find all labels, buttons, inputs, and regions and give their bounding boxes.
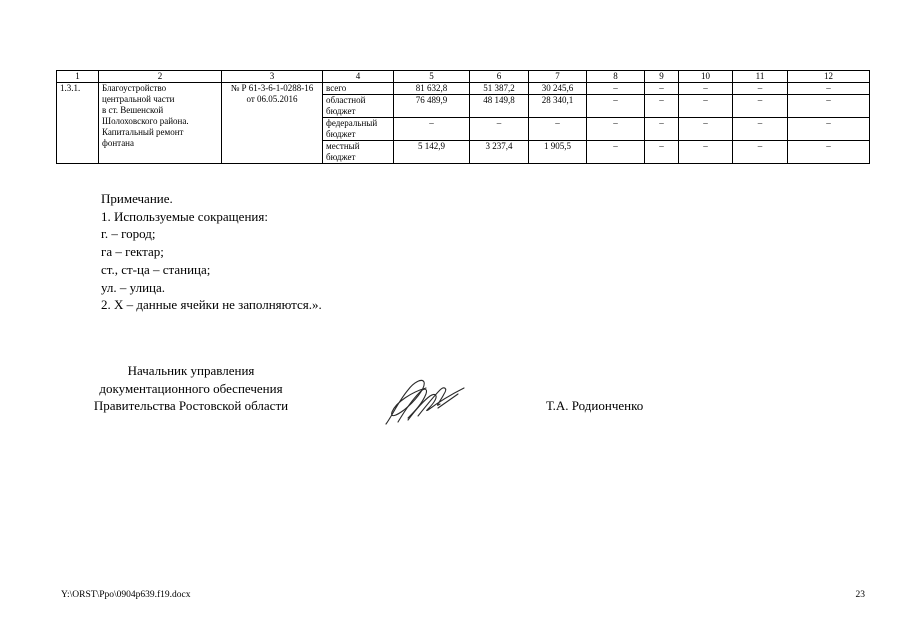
column-number-row (57, 71, 870, 83)
value-cell: – (788, 95, 870, 118)
col-number: 6 (470, 71, 529, 83)
col-number: 10 (679, 71, 733, 83)
object-name (99, 83, 222, 164)
position-line: документационного обеспечения (99, 380, 283, 396)
value-cell: – (679, 141, 733, 164)
signatory-position (56, 362, 326, 415)
value-cell: 51 387,2 (470, 83, 529, 95)
funding-source: местный бюджет (323, 141, 394, 164)
col-number: 12 (788, 71, 870, 83)
note-line: 1. Используемые сокращения: (101, 208, 268, 224)
value-cell: – (788, 83, 870, 95)
page-number: 23 (855, 590, 865, 600)
value-cell: – (645, 118, 679, 141)
funding-source: областной бюджет (323, 95, 394, 118)
object-name-line: центральной части (102, 94, 175, 104)
col-number: 4 (323, 71, 394, 83)
note-line: 2. Х – данные ячейки не заполняются.». (101, 297, 322, 313)
value-cell: – (679, 83, 733, 95)
value-cell: – (645, 83, 679, 95)
table-row (57, 83, 870, 95)
note-line: га – гектар; (101, 244, 164, 260)
signatory-name: Т.А. Родионченко (546, 398, 644, 413)
value-cell: 81 632,8 (394, 83, 470, 95)
budget-table (56, 70, 870, 164)
value-cell: – (733, 95, 788, 118)
value-cell: 1 905,5 (529, 141, 587, 164)
col-number: 7 (529, 71, 587, 83)
value-cell: – (788, 118, 870, 141)
document-number: № Р 61-3-6-1-0288-16 (230, 83, 314, 93)
value-cell: – (645, 95, 679, 118)
value-cell: – (733, 83, 788, 95)
col-number: 8 (587, 71, 645, 83)
col-number: 9 (645, 71, 679, 83)
note-title: Примечание. (101, 191, 173, 206)
value-cell: – (587, 83, 645, 95)
value-cell: – (587, 141, 645, 164)
funding-source: всего (323, 83, 394, 95)
object-name-line: в ст. Вешенской (102, 105, 164, 115)
note-block (101, 190, 322, 314)
note-line: ул. – улица. (101, 279, 166, 295)
position-line: Начальник управления (127, 363, 255, 378)
value-cell: 48 149,8 (470, 95, 529, 118)
object-name-line: фонтана (102, 138, 134, 148)
note-line: ст., ст-ца – станица; (101, 261, 211, 277)
value-cell: – (470, 118, 529, 141)
value-cell: 30 245,6 (529, 83, 587, 95)
value-cell: 5 142,9 (394, 141, 470, 164)
value-cell: – (394, 118, 470, 141)
note-line: г. – город; (101, 226, 156, 242)
value-cell: – (587, 118, 645, 141)
object-name-line: Шолоховского района. (102, 116, 189, 126)
value-cell: – (587, 95, 645, 118)
funding-source: федеральный бюджет (323, 118, 394, 141)
position-line: Правительства Ростовской области (93, 398, 289, 413)
col-number: 2 (99, 71, 222, 83)
file-path: Y:\ORST\Ppo\0904p639.f19.docx (61, 590, 191, 600)
value-cell: – (733, 118, 788, 141)
value-cell: – (679, 118, 733, 141)
col-number: 5 (394, 71, 470, 83)
handwritten-signature (378, 372, 468, 430)
value-cell: – (529, 118, 587, 141)
row-number: 1.3.1. (57, 83, 99, 164)
col-number: 3 (222, 71, 323, 83)
value-cell: – (733, 141, 788, 164)
object-name-line: Благоустройство (102, 83, 167, 93)
value-cell: – (679, 95, 733, 118)
col-number: 1 (57, 71, 99, 83)
document-reference (222, 83, 323, 164)
col-number: 11 (733, 71, 788, 83)
value-cell: – (645, 141, 679, 164)
document-date: от 06.05.2016 (246, 94, 298, 104)
value-cell: – (788, 141, 870, 164)
value-cell: 28 340,1 (529, 95, 587, 118)
value-cell: 76 489,9 (394, 95, 470, 118)
object-name-line: Капитальный ремонт (102, 127, 184, 137)
value-cell: 3 237,4 (470, 141, 529, 164)
